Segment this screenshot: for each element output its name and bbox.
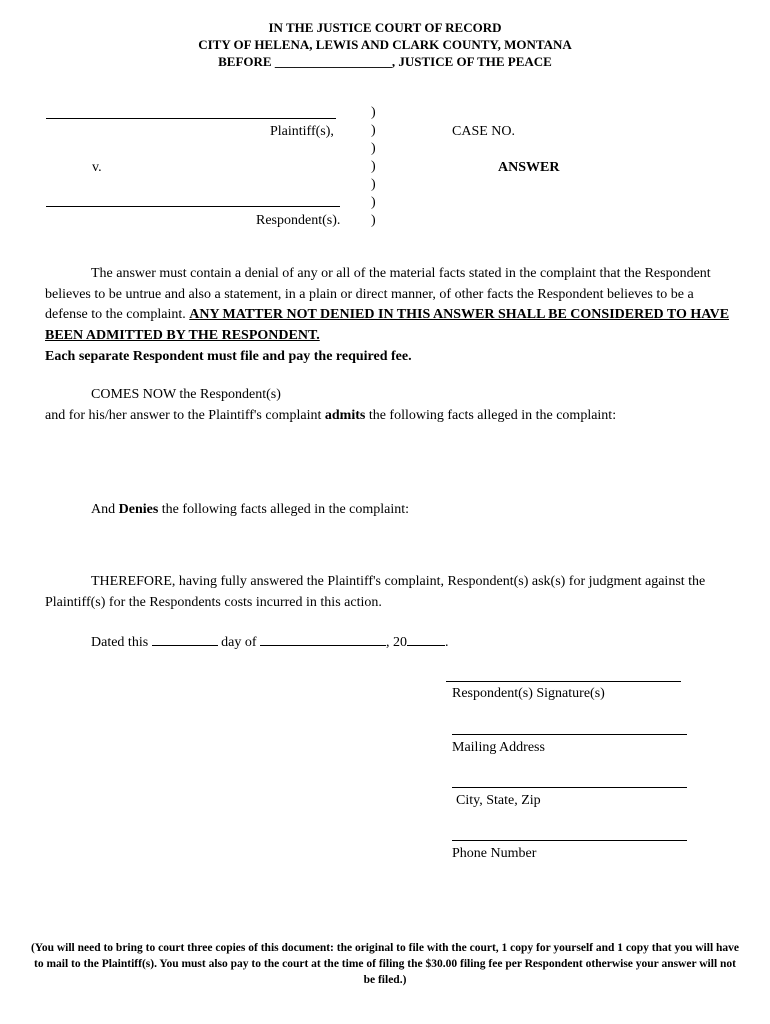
dated-line <box>91 632 449 651</box>
comes-now-text: COMES NOW the Respondent(s) <box>91 387 281 402</box>
dated-this-label: Dated this <box>91 635 152 650</box>
year-blank <box>407 632 445 646</box>
city-state-zip-label: City, State, Zip <box>456 793 541 808</box>
court-title: IN THE JUSTICE COURT OF RECORD <box>268 20 502 35</box>
case-number-label: CASE NO. <box>452 124 516 139</box>
therefore-paragraph: THEREFORE, having fully answered the Plaintiff's complaint, Respondent(s) ask(s) for judgment against the Plaintiff(s) for the Respondents costs incurred in this action. <box>45 574 706 610</box>
respondent-label: Respondent(s). <box>256 213 341 228</box>
fee-notice: Each separate Respondent must file and pay the required fee. <box>45 349 412 364</box>
document-title: ANSWER <box>498 160 560 175</box>
caption-bracket: ) <box>371 213 376 228</box>
denies-statement-text: And <box>91 502 119 517</box>
justice-of-peace-label: , JUSTICE OF THE PEACE <box>391 54 552 69</box>
day-of-label: day of <box>217 635 261 650</box>
caption-bracket: ) <box>371 141 376 156</box>
phone-number-line <box>452 840 687 841</box>
month-blank <box>260 632 386 646</box>
year-prefix-label: , 20 <box>386 635 408 650</box>
admits-statement-text: and for his/her answer to the Plaintiff's complaint <box>45 408 325 423</box>
signature-label: Respondent(s) Signature(s) <box>452 686 605 701</box>
respondent-name-line <box>46 206 340 207</box>
court-location: CITY OF HELENA, LEWIS AND CLARK COUNTY, MONTANA <box>198 37 572 52</box>
plaintiff-label: Plaintiff(s), <box>270 124 334 139</box>
filing-instructions-note: (You will need to bring to court three copies of this document: the original to file with the court, 1 copy for yourself and 1 copy that you will have to mail to the Plaintiff(s). You must also pay to the court at the time of filing the $30.00 filing fee per Respondent otherwise your answer will not be filed.) <box>30 942 740 986</box>
signature-line <box>446 681 681 682</box>
admits-keyword: admits <box>324 408 366 423</box>
denies-statement <box>91 501 409 518</box>
caption-bracket: ) <box>371 177 376 192</box>
admits-statement-tail: the following facts alleged in the complaint: <box>365 408 617 423</box>
justice-line <box>0 53 770 70</box>
admits-statement <box>45 407 616 424</box>
period: . <box>445 635 449 650</box>
mailing-address-label: Mailing Address <box>452 740 545 755</box>
before-label: BEFORE <box>218 54 275 69</box>
caption-bracket: ) <box>371 159 376 174</box>
justice-name-blank: __________________ <box>274 54 392 69</box>
denies-statement-tail: the following facts alleged in the complaint: <box>158 502 410 517</box>
admission-warning: ANY MATTER NOT DENIED IN THIS ANSWER SHALL BE CONSIDERED TO HAVE BEEN ADMITTED BY THE RESPONDENT. <box>45 307 730 343</box>
mailing-address-line <box>452 734 687 735</box>
day-blank <box>152 632 218 646</box>
phone-number-label: Phone Number <box>452 846 537 861</box>
plaintiff-name-line <box>46 118 336 119</box>
versus-label: v. <box>92 160 102 175</box>
caption-bracket: ) <box>371 195 376 210</box>
city-state-zip-line <box>452 787 687 788</box>
instructions-text: The answer must contain a denial of any or all of the material facts stated in the complaint that the Respondent believes to be untrue and also a statement, in a plain or direct manner, of other facts the Respondent believes to be a defense to the complaint. <box>45 266 711 322</box>
caption-bracket: ) <box>371 123 376 138</box>
instructions-paragraph <box>45 264 730 346</box>
caption-bracket: ) <box>371 105 376 120</box>
denies-keyword: Denies <box>118 502 159 517</box>
